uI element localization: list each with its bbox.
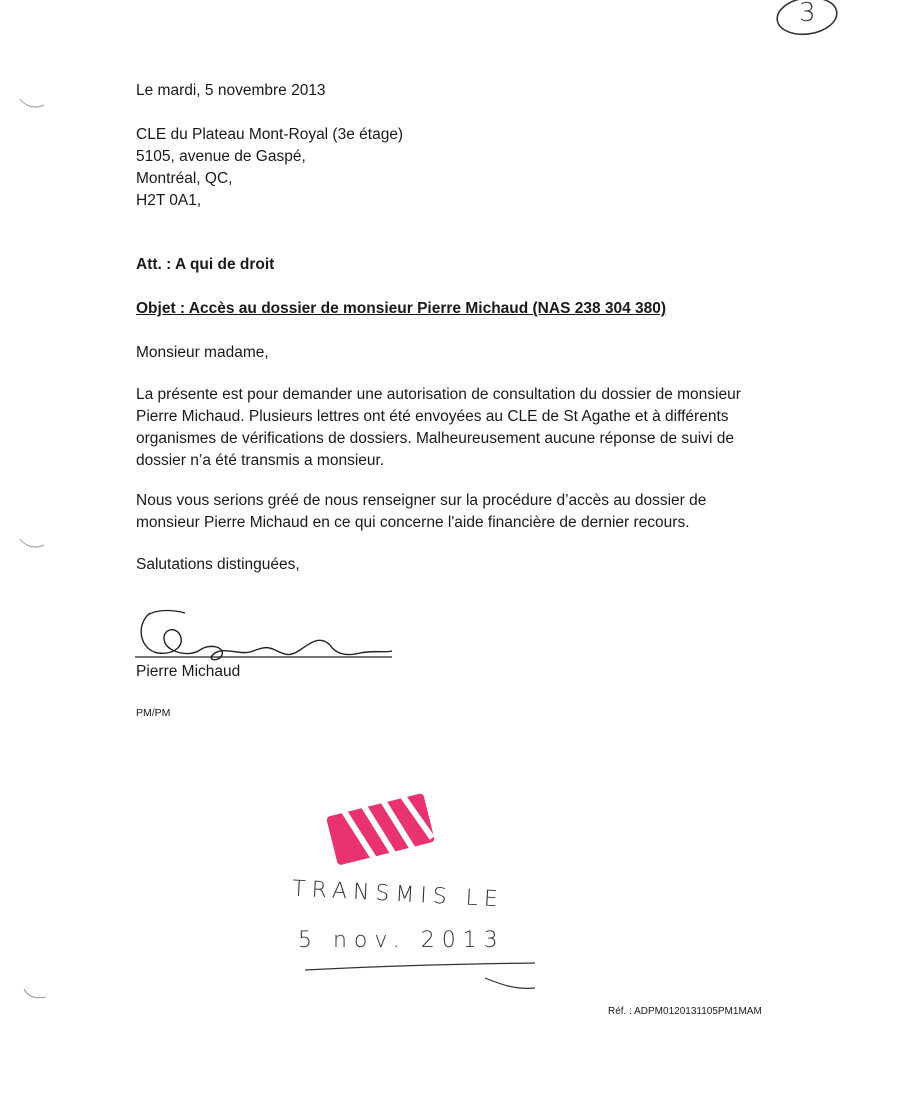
- paragraph-1-line: Pierre Michaud. Plusieurs lettres ont été envoyées au CLE de St Agathe et à différents: [136, 408, 729, 425]
- handwritten-note-line-2: 5 nov. 2013: [298, 928, 505, 953]
- initials: PM/PM: [136, 707, 171, 719]
- paragraph-1: [136, 384, 741, 472]
- paragraph-2: [136, 490, 706, 534]
- paragraph-1-line: organismes de vérifications de dossiers. Malheureusement aucune réponse de suivi de: [136, 430, 734, 447]
- paragraph-2-line: Nous vous serions gréé de nous renseigner sur la procédure d’accès au dossier de: [136, 492, 707, 509]
- recipient-line-4: H2T 0A1,: [136, 192, 202, 209]
- recipient-line-1: CLE du Plateau Mont-Royal (3e étage): [136, 126, 404, 143]
- date-line: Le mardi, 5 novembre 2013: [136, 82, 326, 99]
- reference: Réf. : ADPM0120131105PM1MAM: [608, 1006, 762, 1017]
- scan-mark: [18, 535, 48, 555]
- handwritten-note-line-1: TRANSMIS LE: [291, 876, 505, 913]
- paragraph-1-line: dossier n’a été transmis a monsieur.: [136, 452, 385, 469]
- paragraph-2-line: monsieur Pierre Michaud en ce qui concerne l'aide financière de dernier recours.: [136, 514, 690, 531]
- scan-mark: [22, 985, 52, 1005]
- salutation: Monsieur madame,: [136, 344, 269, 361]
- subject-line: Objet : Accès au dossier de monsieur Pierre Michaud (NAS 238 304 380): [136, 300, 667, 317]
- attention-line: Att. : A qui de droit: [136, 256, 275, 273]
- signatory-name: Pierre Michaud: [136, 663, 241, 680]
- recipient-line-2: 5105, avenue de Gaspé,: [136, 148, 306, 165]
- paragraph-1-line: La présente est pour demander une autorisation de consultation du dossier de monsieur: [136, 386, 741, 403]
- recipient-line-3: Montréal, QC,: [136, 170, 233, 187]
- handwritten-underline: [300, 958, 550, 998]
- pink-stamp: [325, 790, 440, 872]
- page-number: 3: [799, 0, 816, 28]
- scan-mark: [18, 95, 48, 115]
- closing: Salutations distinguées,: [136, 556, 300, 573]
